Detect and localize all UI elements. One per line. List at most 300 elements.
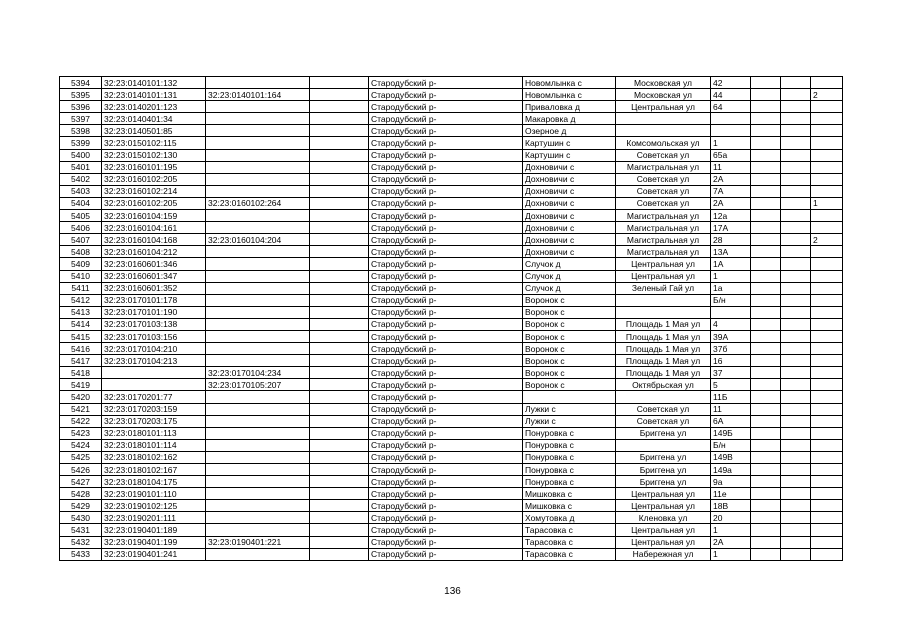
blank-cell — [751, 451, 781, 463]
district-cell: Стародубский р- — [369, 89, 523, 101]
table-row — [60, 258, 843, 270]
blank-cell — [781, 258, 811, 270]
linked-cadastral-number-cell — [206, 318, 310, 330]
linked-cadastral-number-cell — [206, 524, 310, 536]
district-cell: Стародубский р- — [369, 125, 523, 137]
cadastral-number-cell — [102, 367, 206, 379]
linked-cadastral-number-cell — [206, 113, 310, 125]
cadastral-number-cell: 32:23:0190101:110 — [102, 488, 206, 500]
row-number-cell: 5431 — [60, 524, 102, 536]
settlement-cell: Дохновичи с — [523, 210, 616, 222]
cadastral-number-cell: 32:23:0150102:115 — [102, 137, 206, 149]
linked-cadastral-number-cell — [206, 403, 310, 415]
row-number-cell: 5402 — [60, 173, 102, 185]
house-number-cell: 5 — [711, 379, 751, 391]
row-number-cell: 5401 — [60, 161, 102, 173]
blank-cell — [751, 391, 781, 403]
row-number-cell: 5432 — [60, 536, 102, 548]
linked-cadastral-number-cell — [206, 451, 310, 463]
street-cell: Центральная ул — [616, 101, 711, 113]
row-number-cell: 5409 — [60, 258, 102, 270]
table-row — [60, 294, 843, 306]
count-cell — [811, 355, 843, 367]
table-row — [60, 403, 843, 415]
count-cell: 2 — [811, 234, 843, 246]
settlement-cell: Дохновичи с — [523, 173, 616, 185]
row-number-cell: 5421 — [60, 403, 102, 415]
cadastral-number-cell: 32:23:0160601:347 — [102, 270, 206, 282]
cadastral-number-cell: 32:23:0160601:346 — [102, 258, 206, 270]
district-cell: Стародубский р- — [369, 548, 523, 560]
row-number-cell: 5422 — [60, 415, 102, 427]
linked-cadastral-number-cell: 32:23:0190401:221 — [206, 536, 310, 548]
blank-cell — [751, 464, 781, 476]
house-number-cell: 1 — [711, 524, 751, 536]
table-row — [60, 137, 843, 149]
blank-cell — [781, 330, 811, 342]
blank-cell — [781, 270, 811, 282]
table-row — [60, 524, 843, 536]
linked-cadastral-number-cell: 32:23:0160102:264 — [206, 197, 310, 209]
house-number-cell: 149В — [711, 451, 751, 463]
row-number-cell: 5399 — [60, 137, 102, 149]
table-row — [60, 89, 843, 101]
table-row — [60, 451, 843, 463]
street-cell: Магистральная ул — [616, 161, 711, 173]
cadastral-number-cell: 32:23:0160102:205 — [102, 173, 206, 185]
blank-cell — [781, 343, 811, 355]
district-cell: Стародубский р- — [369, 234, 523, 246]
street-cell: Зеленый Гай ул — [616, 282, 711, 294]
settlement-cell: Понуровка с — [523, 451, 616, 463]
blank-cell — [751, 258, 781, 270]
blank-cell — [781, 185, 811, 197]
street-cell: Магистральная ул — [616, 222, 711, 234]
row-number-cell: 5426 — [60, 464, 102, 476]
count-cell — [811, 391, 843, 403]
blank-cell — [781, 488, 811, 500]
blank-cell — [310, 379, 369, 391]
table-row — [60, 355, 843, 367]
blank-cell — [751, 330, 781, 342]
blank-cell — [781, 89, 811, 101]
count-cell — [811, 222, 843, 234]
district-cell: Стародубский р- — [369, 488, 523, 500]
house-number-cell: 7А — [711, 185, 751, 197]
row-number-cell: 5394 — [60, 77, 102, 89]
district-cell: Стародубский р- — [369, 294, 523, 306]
blank-cell — [310, 246, 369, 258]
blank-cell — [310, 415, 369, 427]
blank-cell — [751, 125, 781, 137]
district-cell: Стародубский р- — [369, 173, 523, 185]
street-cell: Центральная ул — [616, 524, 711, 536]
row-number-cell: 5396 — [60, 101, 102, 113]
table-row — [60, 512, 843, 524]
blank-cell — [310, 524, 369, 536]
settlement-cell: Картушин с — [523, 137, 616, 149]
row-number-cell: 5404 — [60, 197, 102, 209]
street-cell: Площадь 1 Мая ул — [616, 318, 711, 330]
blank-cell — [310, 161, 369, 173]
blank-cell — [781, 355, 811, 367]
blank-cell — [310, 391, 369, 403]
blank-cell — [781, 113, 811, 125]
cadastral-number-cell: 32:23:0180101:113 — [102, 427, 206, 439]
house-number-cell: 17А — [711, 222, 751, 234]
row-number-cell: 5429 — [60, 500, 102, 512]
district-cell: Стародубский р- — [369, 427, 523, 439]
blank-cell — [781, 125, 811, 137]
blank-cell — [781, 282, 811, 294]
district-cell: Стародубский р- — [369, 101, 523, 113]
street-cell: Магистральная ул — [616, 246, 711, 258]
settlement-cell: Дохновичи с — [523, 234, 616, 246]
blank-cell — [310, 125, 369, 137]
linked-cadastral-number-cell — [206, 355, 310, 367]
count-cell — [811, 379, 843, 391]
street-cell: Бриггена ул — [616, 427, 711, 439]
district-cell: Стародубский р- — [369, 306, 523, 318]
table-row — [60, 464, 843, 476]
row-number-cell: 5417 — [60, 355, 102, 367]
blank-cell — [310, 476, 369, 488]
blank-cell — [310, 197, 369, 209]
house-number-cell — [711, 306, 751, 318]
house-number-cell: 1 — [711, 548, 751, 560]
house-number-cell: 65а — [711, 149, 751, 161]
row-number-cell: 5411 — [60, 282, 102, 294]
cadastral-number-cell: 32:23:0170201:77 — [102, 391, 206, 403]
street-cell: Площадь 1 Мая ул — [616, 367, 711, 379]
house-number-cell: 6А — [711, 415, 751, 427]
blank-cell — [781, 427, 811, 439]
settlement-cell: Дохновичи с — [523, 222, 616, 234]
settlement-cell: Озерное д — [523, 125, 616, 137]
blank-cell — [310, 270, 369, 282]
count-cell — [811, 524, 843, 536]
row-number-cell: 5424 — [60, 439, 102, 451]
count-cell — [811, 77, 843, 89]
settlement-cell: Новомлынка с — [523, 89, 616, 101]
street-cell: Московская ул — [616, 89, 711, 101]
linked-cadastral-number-cell: 32:23:0140101:164 — [206, 89, 310, 101]
table-row — [60, 234, 843, 246]
blank-cell — [310, 185, 369, 197]
table-row — [60, 210, 843, 222]
cadastral-number-cell: 32:23:0150102:130 — [102, 149, 206, 161]
registry-table — [59, 76, 843, 561]
district-cell: Стародубский р- — [369, 500, 523, 512]
cadastral-number-cell — [102, 379, 206, 391]
house-number-cell: 18В — [711, 500, 751, 512]
street-cell: Советская ул — [616, 403, 711, 415]
linked-cadastral-number-cell — [206, 246, 310, 258]
blank-cell — [310, 113, 369, 125]
settlement-cell: Дохновичи с — [523, 185, 616, 197]
linked-cadastral-number-cell — [206, 173, 310, 185]
count-cell — [811, 367, 843, 379]
blank-cell — [781, 318, 811, 330]
settlement-cell: Приваловка д — [523, 101, 616, 113]
blank-cell — [751, 101, 781, 113]
street-cell: Московская ул — [616, 77, 711, 89]
district-cell: Стародубский р- — [369, 282, 523, 294]
cadastral-number-cell: 32:23:0180101:114 — [102, 439, 206, 451]
house-number-cell: 28 — [711, 234, 751, 246]
blank-cell — [781, 379, 811, 391]
count-cell: 2 — [811, 89, 843, 101]
table-row — [60, 246, 843, 258]
row-number-cell: 5428 — [60, 488, 102, 500]
linked-cadastral-number-cell — [206, 161, 310, 173]
table-row — [60, 379, 843, 391]
linked-cadastral-number-cell — [206, 415, 310, 427]
count-cell — [811, 488, 843, 500]
blank-cell — [751, 524, 781, 536]
blank-cell — [310, 500, 369, 512]
district-cell: Стародубский р- — [369, 476, 523, 488]
street-cell — [616, 125, 711, 137]
table-row — [60, 488, 843, 500]
row-number-cell: 5405 — [60, 210, 102, 222]
linked-cadastral-number-cell — [206, 270, 310, 282]
street-cell: Советская ул — [616, 149, 711, 161]
blank-cell — [781, 415, 811, 427]
row-number-cell: 5418 — [60, 367, 102, 379]
house-number-cell: 11Б — [711, 391, 751, 403]
district-cell: Стародубский р- — [369, 439, 523, 451]
blank-cell — [781, 548, 811, 560]
blank-cell — [751, 161, 781, 173]
table-row — [60, 439, 843, 451]
cadastral-number-cell: 32:23:0160104:159 — [102, 210, 206, 222]
district-cell: Стародубский р- — [369, 77, 523, 89]
settlement-cell — [523, 391, 616, 403]
blank-cell — [751, 306, 781, 318]
settlement-cell: Воронок с — [523, 379, 616, 391]
row-number-cell: 5403 — [60, 185, 102, 197]
blank-cell — [310, 149, 369, 161]
table-row — [60, 306, 843, 318]
count-cell — [811, 101, 843, 113]
cadastral-number-cell: 32:23:0180102:162 — [102, 451, 206, 463]
linked-cadastral-number-cell — [206, 282, 310, 294]
table-row — [60, 330, 843, 342]
house-number-cell: 149Б — [711, 427, 751, 439]
district-cell: Стародубский р- — [369, 330, 523, 342]
count-cell — [811, 318, 843, 330]
row-number-cell: 5427 — [60, 476, 102, 488]
table-row — [60, 101, 843, 113]
count-cell — [811, 125, 843, 137]
table-row — [60, 548, 843, 560]
cadastral-number-cell: 32:23:0190401:199 — [102, 536, 206, 548]
table-row — [60, 185, 843, 197]
cadastral-number-cell: 32:23:0190401:241 — [102, 548, 206, 560]
blank-cell — [310, 451, 369, 463]
cadastral-number-cell: 32:23:0160102:205 — [102, 197, 206, 209]
district-cell: Стародубский р- — [369, 197, 523, 209]
linked-cadastral-number-cell — [206, 548, 310, 560]
street-cell: Бриггена ул — [616, 451, 711, 463]
linked-cadastral-number-cell: 32:23:0170105:207 — [206, 379, 310, 391]
blank-cell — [310, 512, 369, 524]
district-cell: Стародубский р- — [369, 318, 523, 330]
blank-cell — [751, 379, 781, 391]
blank-cell — [751, 355, 781, 367]
count-cell — [811, 415, 843, 427]
blank-cell — [310, 439, 369, 451]
count-cell — [811, 173, 843, 185]
table-row — [60, 173, 843, 185]
house-number-cell: 2А — [711, 173, 751, 185]
row-number-cell: 5423 — [60, 427, 102, 439]
count-cell — [811, 536, 843, 548]
house-number-cell: 1А — [711, 258, 751, 270]
settlement-cell: Тарасовка с — [523, 548, 616, 560]
table-row — [60, 125, 843, 137]
cadastral-number-cell: 32:23:0160104:161 — [102, 222, 206, 234]
blank-cell — [751, 500, 781, 512]
street-cell — [616, 294, 711, 306]
district-cell: Стародубский р- — [369, 343, 523, 355]
blank-cell — [781, 161, 811, 173]
house-number-cell: 11 — [711, 161, 751, 173]
settlement-cell: Понуровка с — [523, 439, 616, 451]
blank-cell — [310, 258, 369, 270]
street-cell: Площадь 1 Мая ул — [616, 355, 711, 367]
count-cell — [811, 512, 843, 524]
district-cell: Стародубский р- — [369, 222, 523, 234]
cadastral-number-cell: 32:23:0180104:175 — [102, 476, 206, 488]
settlement-cell: Понуровка с — [523, 427, 616, 439]
page-number: 136 — [444, 586, 461, 597]
blank-cell — [310, 306, 369, 318]
table-row — [60, 161, 843, 173]
count-cell — [811, 270, 843, 282]
blank-cell — [781, 439, 811, 451]
blank-cell — [781, 306, 811, 318]
blank-cell — [781, 524, 811, 536]
table-body — [60, 77, 843, 561]
street-cell — [616, 306, 711, 318]
district-cell: Стародубский р- — [369, 536, 523, 548]
count-cell — [811, 500, 843, 512]
blank-cell — [751, 427, 781, 439]
house-number-cell: 1а — [711, 282, 751, 294]
blank-cell — [781, 246, 811, 258]
cadastral-number-cell: 32:23:0170101:178 — [102, 294, 206, 306]
district-cell: Стародубский р- — [369, 149, 523, 161]
street-cell: Площадь 1 Мая ул — [616, 330, 711, 342]
cadastral-number-cell: 32:23:0140101:131 — [102, 89, 206, 101]
blank-cell — [310, 294, 369, 306]
district-cell: Стародубский р- — [369, 355, 523, 367]
blank-cell — [751, 149, 781, 161]
district-cell: Стародубский р- — [369, 113, 523, 125]
settlement-cell: Мишковка с — [523, 488, 616, 500]
count-cell — [811, 451, 843, 463]
row-number-cell: 5412 — [60, 294, 102, 306]
count-cell — [811, 246, 843, 258]
blank-cell — [751, 403, 781, 415]
settlement-cell: Новомлынка с — [523, 77, 616, 89]
district-cell: Стародубский р- — [369, 512, 523, 524]
linked-cadastral-number-cell — [206, 512, 310, 524]
settlement-cell: Случок д — [523, 282, 616, 294]
linked-cadastral-number-cell — [206, 210, 310, 222]
house-number-cell: 1 — [711, 270, 751, 282]
district-cell: Стародубский р- — [369, 391, 523, 403]
settlement-cell: Лужки с — [523, 415, 616, 427]
district-cell: Стародубский р- — [369, 524, 523, 536]
cadastral-number-cell: 32:23:0160102:214 — [102, 185, 206, 197]
blank-cell — [751, 270, 781, 282]
blank-cell — [310, 234, 369, 246]
blank-cell — [781, 464, 811, 476]
house-number-cell: 12а — [711, 210, 751, 222]
cadastral-number-cell: 32:23:0170203:159 — [102, 403, 206, 415]
settlement-cell: Тарасовка с — [523, 536, 616, 548]
house-number-cell: 16 — [711, 355, 751, 367]
table-row — [60, 77, 843, 89]
blank-cell — [751, 173, 781, 185]
blank-cell — [781, 222, 811, 234]
blank-cell — [751, 185, 781, 197]
row-number-cell: 5400 — [60, 149, 102, 161]
house-number-cell: 2А — [711, 536, 751, 548]
blank-cell — [751, 343, 781, 355]
settlement-cell: Случок д — [523, 258, 616, 270]
street-cell: Кленовка ул — [616, 512, 711, 524]
blank-cell — [751, 548, 781, 560]
blank-cell — [310, 355, 369, 367]
table-row — [60, 113, 843, 125]
blank-cell — [781, 476, 811, 488]
settlement-cell: Картушин с — [523, 149, 616, 161]
cadastral-number-cell: 32:23:0190102:125 — [102, 500, 206, 512]
blank-cell — [751, 197, 781, 209]
row-number-cell: 5407 — [60, 234, 102, 246]
blank-cell — [751, 89, 781, 101]
linked-cadastral-number-cell — [206, 330, 310, 342]
table-row — [60, 149, 843, 161]
district-cell: Стародубский р- — [369, 403, 523, 415]
house-number-cell — [711, 125, 751, 137]
row-number-cell: 5415 — [60, 330, 102, 342]
blank-cell — [310, 77, 369, 89]
blank-cell — [751, 439, 781, 451]
district-cell: Стародубский р- — [369, 415, 523, 427]
blank-cell — [781, 403, 811, 415]
blank-cell — [310, 101, 369, 113]
count-cell — [811, 548, 843, 560]
street-cell: Центральная ул — [616, 258, 711, 270]
count-cell — [811, 427, 843, 439]
blank-cell — [781, 137, 811, 149]
blank-cell — [751, 536, 781, 548]
district-cell: Стародубский р- — [369, 258, 523, 270]
blank-cell — [310, 89, 369, 101]
street-cell: Советская ул — [616, 173, 711, 185]
linked-cadastral-number-cell — [206, 464, 310, 476]
blank-cell — [781, 77, 811, 89]
settlement-cell: Дохновичи с — [523, 246, 616, 258]
street-cell: Октябрьская ул — [616, 379, 711, 391]
blank-cell — [751, 512, 781, 524]
house-number-cell: 20 — [711, 512, 751, 524]
